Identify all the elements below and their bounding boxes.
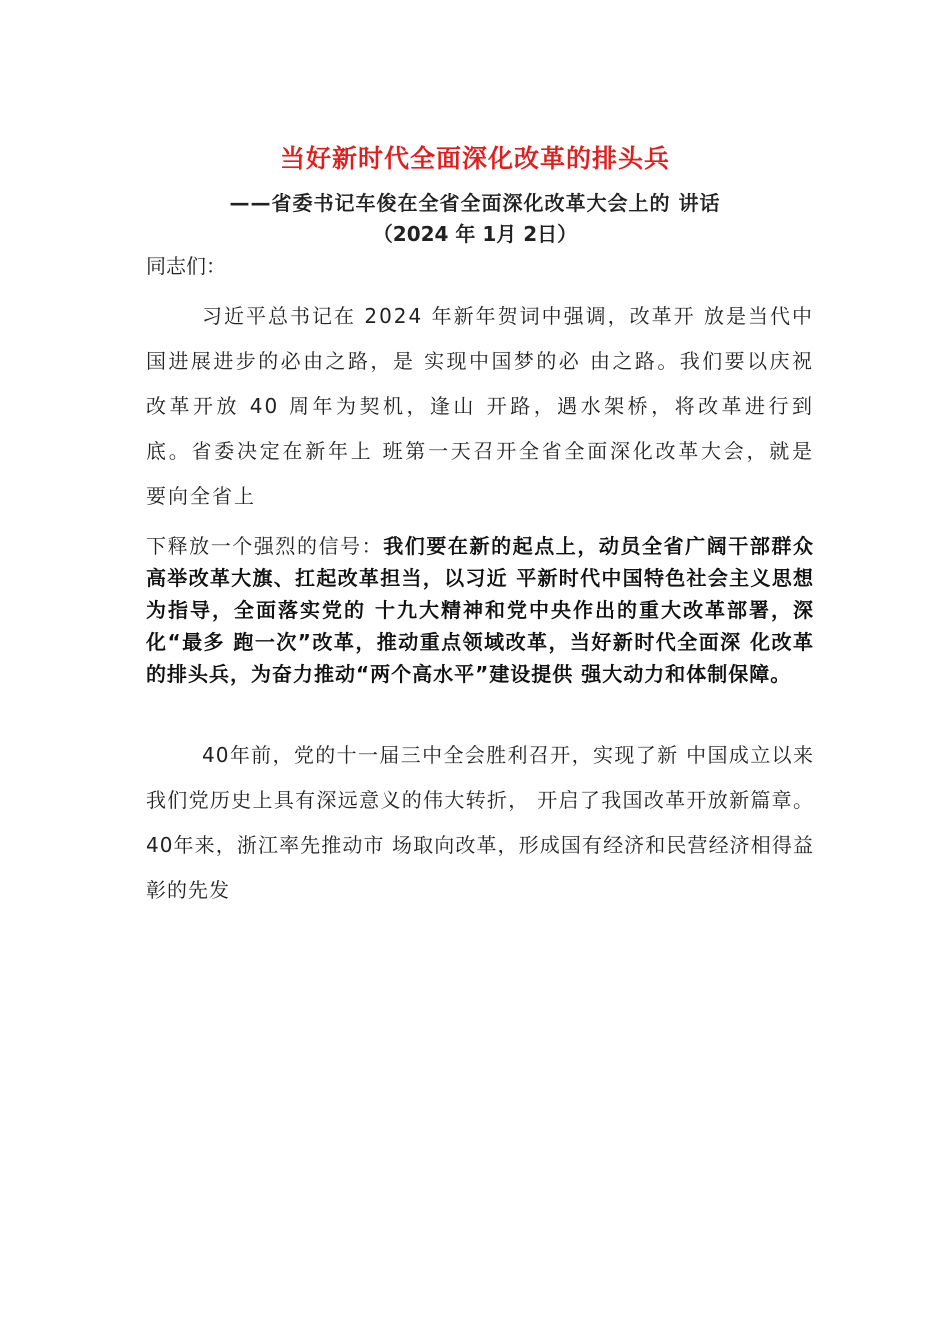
paragraph-1: 习近平总书记在 2024 年新年贺词中强调，改革开 放是当代中国进展进步的必由之路，是 实现中国梦的必 由之路。我们要以庆祝改革开放 40 周年为契机，逢山 开路，遇水架桥，将改革进行到底。省委决定在新年上 班第一天召开全省全面深化改革大会，就是要向全省上: [146, 304, 814, 508]
paragraph-2: [146, 530, 814, 690]
document-date: （2024 年 1月 2日）: [372, 222, 578, 246]
paragraph-3: 40年前，党的十一届三中全会胜利召开，实现了新 中国成立以来我们党历史上具有深远意义的伟大转折， 开启了我国改革开放新篇章。40年来，浙江率先推动市 场取向改革，形成国有经济和民营经济相得益彰的先发: [146, 743, 814, 902]
paragraph-2-bold-text: 我们要在新的起点上，动员全省广阔干部群众高举改革大旗、扛起改革担当，以习近 平新时代中国特色社会主义思想为指导，全面落实党的 十九大精神和党中央作出的重大改革部署，深化“最多 跑一次”改革，推动重点领域改革，当好新时代全面深 化改革的排头兵，为奋力推动“两个高水平”建设提供 强大动力和体制保障。: [146, 534, 815, 686]
document-title: 当好新时代全面深化改革的排头兵: [279, 144, 670, 173]
paragraph-2-normal-text: 下释放一个强烈的信号：: [146, 534, 384, 558]
salutation: 同志们：: [146, 254, 226, 278]
document-subtitle: ——省委书记车俊在全省全面深化改革大会上的 讲话: [229, 191, 721, 215]
